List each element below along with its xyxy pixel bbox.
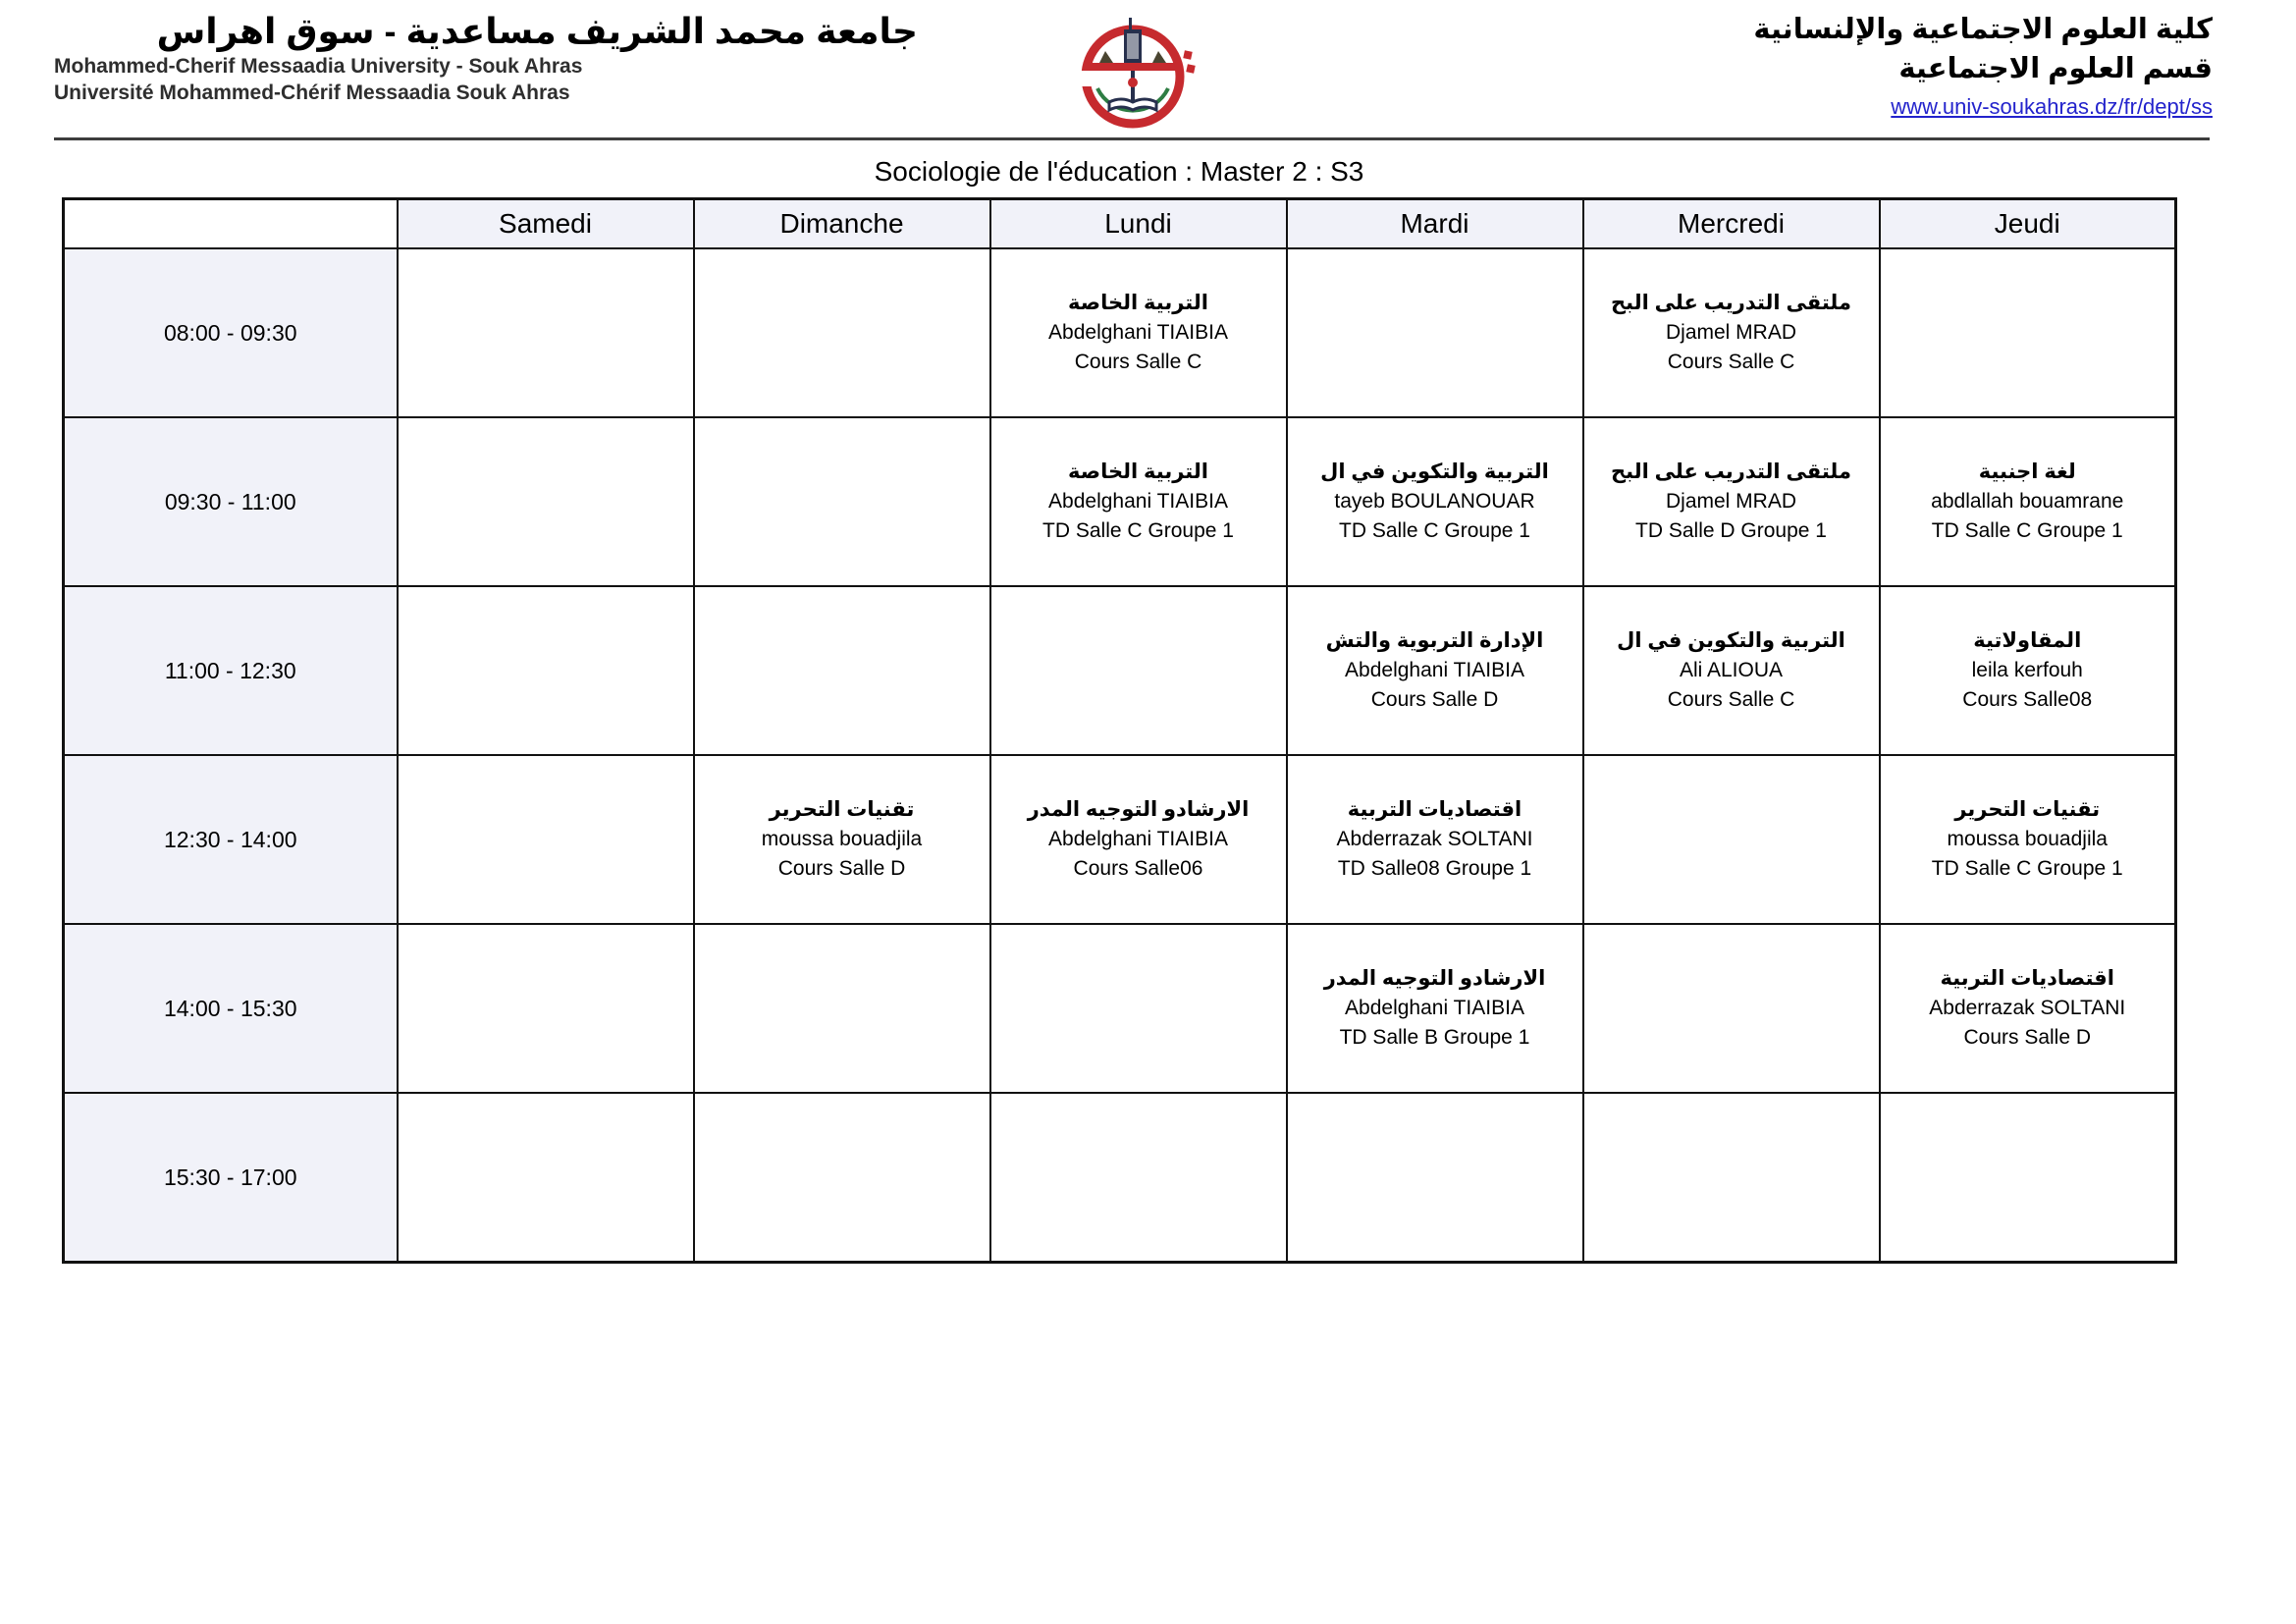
day-header-samedi: Samedi xyxy=(398,199,694,249)
course-room: TD Salle C Groupe 1 xyxy=(1042,519,1234,542)
letterhead xyxy=(0,0,2296,132)
time-slot-label: 14:00 - 15:30 xyxy=(64,924,398,1093)
course-room: TD Salle B Groupe 1 xyxy=(1339,1026,1530,1049)
timetable-cell xyxy=(1880,1093,2176,1263)
day-header-jeudi: Jeudi xyxy=(1880,199,2176,249)
timetable-cell xyxy=(694,586,990,755)
course-room: TD Salle D Groupe 1 xyxy=(1635,519,1827,542)
timetable-row xyxy=(64,248,2176,417)
course-teacher: Abdelghani TIAIBIA xyxy=(1345,997,1524,1019)
timetable-header-row xyxy=(64,199,2176,249)
timetable-cell xyxy=(990,417,1287,586)
course-teacher: abdlallah bouamrane xyxy=(1931,490,2124,513)
timetable-cell xyxy=(990,1093,1287,1263)
timetable-row xyxy=(64,586,2176,755)
course-room: TD Salle08 Groupe 1 xyxy=(1337,857,1532,880)
timetable-cell xyxy=(398,248,694,417)
course-subject: التربية الخاصة xyxy=(1068,292,1208,314)
timetable-cell xyxy=(1583,1093,1880,1263)
course-subject: التربية الخاصة xyxy=(1068,460,1208,483)
timetable-corner-cell xyxy=(64,199,398,249)
university-name-english: Mohammed-Cherif Messaadia University - Souk Ahras xyxy=(54,55,583,78)
day-header-mardi: Mardi xyxy=(1287,199,1583,249)
timetable-cell xyxy=(1880,755,2176,924)
course-room: TD Salle C Groupe 1 xyxy=(1931,857,2123,880)
timetable-cell xyxy=(398,1093,694,1263)
timetable xyxy=(62,197,2177,1264)
course-teacher: Abdelghani TIAIBIA xyxy=(1048,321,1228,344)
course-subject: الإدارة التربوية والتش xyxy=(1325,629,1544,652)
university-identity-block xyxy=(54,10,918,106)
course-room: TD Salle C Groupe 1 xyxy=(1339,519,1530,542)
course-subject: تقنيات التحرير xyxy=(1954,798,2101,821)
timetable-cell xyxy=(398,586,694,755)
timetable-body xyxy=(64,248,2176,1263)
timetable-cell xyxy=(694,755,990,924)
timetable-row xyxy=(64,755,2176,924)
timetable-cell xyxy=(1880,924,2176,1093)
course-teacher: moussa bouadjila xyxy=(761,828,923,850)
course-room: Cours Salle D xyxy=(777,857,906,880)
course-subject: التربية والتكوين في ال xyxy=(1320,460,1549,483)
timetable-cell xyxy=(1287,417,1583,586)
timetable-cell xyxy=(990,924,1287,1093)
timetable-cell xyxy=(1287,924,1583,1093)
department-website-link-wrapper xyxy=(1891,94,2213,120)
timetable-cell xyxy=(398,417,694,586)
course-room: Cours Salle D xyxy=(1963,1026,2092,1049)
timetable-cell xyxy=(398,924,694,1093)
timetable-cell xyxy=(1583,755,1880,924)
timetable-cell xyxy=(694,417,990,586)
course-subject: اقتصاديات التربية xyxy=(1940,967,2114,990)
course-teacher: Ali ALIOUA xyxy=(1679,659,1784,681)
time-slot-label: 08:00 - 09:30 xyxy=(64,248,398,417)
course-subject: ملتقى التدريب على البح xyxy=(1611,292,1851,314)
timetable-cell xyxy=(1583,248,1880,417)
time-slot-label: 12:30 - 14:00 xyxy=(64,755,398,924)
course-teacher: Djamel MRAD xyxy=(1665,490,1796,513)
timetable-cell xyxy=(398,755,694,924)
timetable-cell xyxy=(990,755,1287,924)
timetable-row xyxy=(64,1093,2176,1263)
university-name-french: Université Mohammed-Chérif Messaadia Souk Ahras xyxy=(54,81,570,104)
page-title: Sociologie de l'éducation : Master 2 : S3 xyxy=(874,156,1364,187)
timetable-row xyxy=(64,924,2176,1093)
department-name-arabic: قسم العلوم الاجتماعية xyxy=(1898,53,2213,84)
timetable-cell xyxy=(1287,1093,1583,1263)
course-room: Cours Salle C xyxy=(1667,688,1795,711)
timetable-cell xyxy=(1880,586,2176,755)
timetable-row xyxy=(64,417,2176,586)
course-subject: لغة اجنبية xyxy=(1978,460,2076,483)
course-teacher: Abderrazak SOLTANI xyxy=(1336,828,1533,850)
day-header-lundi: Lundi xyxy=(990,199,1287,249)
faculty-name-arabic: كلية العلوم الاجتماعية والإلنسانية xyxy=(1753,14,2213,45)
course-room: Cours Salle C xyxy=(1667,351,1795,373)
time-slot-label: 11:00 - 12:30 xyxy=(64,586,398,755)
course-teacher: Djamel MRAD xyxy=(1665,321,1796,344)
day-header-mercredi: Mercredi xyxy=(1583,199,1880,249)
course-subject: الارشادو التوجيه المدر xyxy=(1323,967,1546,990)
course-teacher: moussa bouadjila xyxy=(1947,828,2108,850)
course-teacher: tayeb BOULANOUAR xyxy=(1334,490,1535,513)
course-room: Cours Salle08 xyxy=(1962,688,2093,711)
timetable-cell xyxy=(1583,924,1880,1093)
course-subject: تقنيات التحرير xyxy=(769,798,915,821)
time-slot-label: 15:30 - 17:00 xyxy=(64,1093,398,1263)
timetable-cell xyxy=(1880,248,2176,417)
course-teacher: Abdelghani TIAIBIA xyxy=(1048,828,1228,850)
university-logo xyxy=(1072,12,1196,132)
day-header-dimanche: Dimanche xyxy=(694,199,990,249)
university-seal-icon xyxy=(1072,12,1196,132)
timetable-cell xyxy=(990,586,1287,755)
course-teacher: Abdelghani TIAIBIA xyxy=(1345,659,1524,681)
timetable-cell xyxy=(1287,586,1583,755)
course-teacher: leila kerfouh xyxy=(1971,659,2083,681)
faculty-identity-block xyxy=(1349,10,2213,120)
timetable-cell xyxy=(1287,248,1583,417)
course-subject: اقتصاديات التربية xyxy=(1347,798,1522,821)
timetable-cell xyxy=(1880,417,2176,586)
university-name-arabic: جامعة محمد الشريف مساعدية - سوق اهراس xyxy=(156,11,918,51)
course-subject: التربية والتكوين في ال xyxy=(1617,629,1845,652)
time-slot-label: 09:30 - 11:00 xyxy=(64,417,398,586)
timetable-cell xyxy=(1287,755,1583,924)
course-room: TD Salle C Groupe 1 xyxy=(1931,519,2123,542)
course-room: Cours Salle06 xyxy=(1073,857,1203,880)
timetable-cell xyxy=(1583,417,1880,586)
course-subject: الارشادو التوجيه المدر xyxy=(1027,798,1250,821)
department-website-link[interactable]: www.univ-soukahras.dz/fr/dept/ss xyxy=(1891,94,2213,119)
course-subject: المقاولاتية xyxy=(1973,629,2082,652)
timetable-cell xyxy=(694,248,990,417)
timetable-cell xyxy=(694,1093,990,1263)
course-room: Cours Salle C xyxy=(1074,351,1202,373)
timetable-cell xyxy=(694,924,990,1093)
course-teacher: Abdelghani TIAIBIA xyxy=(1048,490,1228,513)
course-teacher: Abderrazak SOLTANI xyxy=(1929,997,2126,1019)
course-subject: ملتقى التدريب على البح xyxy=(1611,460,1851,483)
timetable-cell xyxy=(990,248,1287,417)
course-room: Cours Salle D xyxy=(1370,688,1499,711)
letterhead-divider xyxy=(54,137,2210,140)
timetable-cell xyxy=(1583,586,1880,755)
